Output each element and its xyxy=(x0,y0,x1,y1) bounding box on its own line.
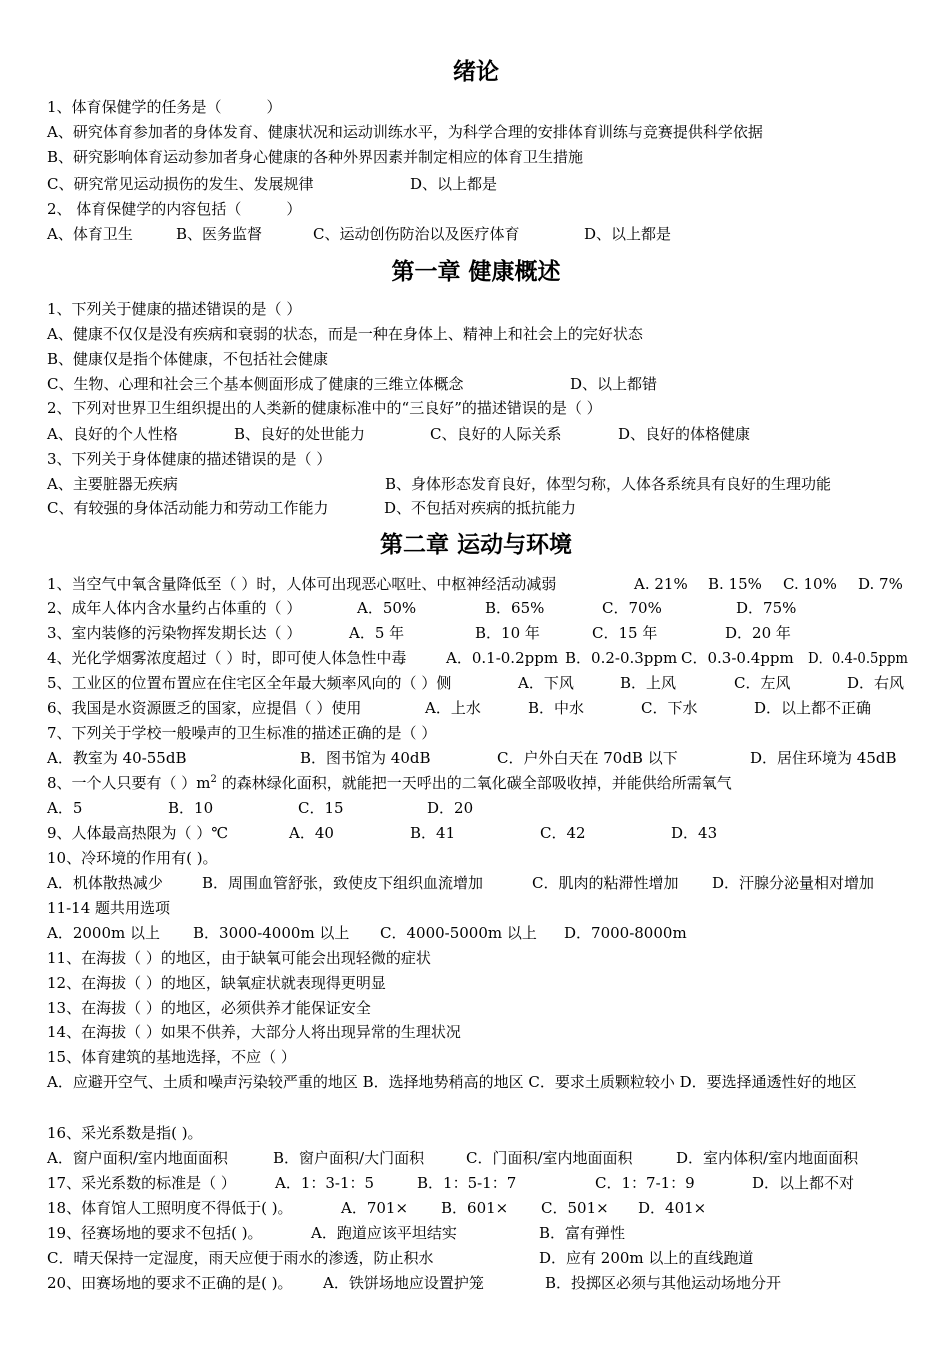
option-c: C. 10% xyxy=(783,575,837,593)
option-b: B．投掷区必须与其他运动场地分开 xyxy=(545,1274,782,1292)
question-15: 15、体育建筑的基地选择，不应（ ） xyxy=(47,1048,296,1066)
option-d: D．以上都不正确 xyxy=(754,699,872,717)
option-a: A、研究体育参加者的身体发育、健康状况和运动训练水平，为科学合理的安排体育训练与竞赛提供科学依据 xyxy=(47,123,763,141)
option-c: C、有较强的身体活动能力和劳动工作能力 xyxy=(47,499,329,517)
option-d: D、良好的体格健康 xyxy=(618,425,751,443)
option-d: D. 7% xyxy=(858,575,903,593)
option-a: A、良好的个人性格 xyxy=(47,425,178,443)
question-19: 19、径赛场地的要求不包括( )。 xyxy=(47,1224,263,1242)
option-b: B．周围血管舒张，致使皮下组织血流增加 xyxy=(202,874,484,892)
option-a: A、主要脏器无疾病 xyxy=(47,475,178,493)
option-b: B．1：5-1：7 xyxy=(417,1174,517,1192)
question-2: 2、成年人体内含水量约占体重的（ ） xyxy=(47,599,302,617)
option-b: B．3000-4000m 以上 xyxy=(193,924,350,942)
option-d: D．右风 xyxy=(847,674,905,692)
question-6: 6、我国是水资源匮乏的国家，应提倡（ ）使用 xyxy=(47,699,362,717)
option-a: A．下风 xyxy=(518,674,574,692)
question-18: 18、体育馆人工照明度不得低于( )。 xyxy=(47,1199,293,1217)
question-1: 1、下列关于健康的描述错误的是（ ） xyxy=(47,300,302,318)
question-8 xyxy=(47,773,732,793)
option-a: A．跑道应该平坦结实 xyxy=(311,1224,457,1242)
option-a: A．上水 xyxy=(425,699,481,717)
option-d: D．0.4-0.5ppm xyxy=(808,649,908,667)
question-8-text-end: 的森林绿化面积，就能把一天呼出的二氧化碳全部吸收掉，并能供给所需氧气 xyxy=(216,774,732,792)
question-1: 1、当空气中氧含量降低至（ ）时，人体可出现恶心呕吐、中枢神经活动减弱 xyxy=(47,575,557,593)
option-c: C、良好的人际关系 xyxy=(430,425,562,443)
option-c: C、生物、心理和社会三个基本侧面形成了健康的三维立体概念 xyxy=(47,375,464,393)
option-d: D．居住环境为 45dB xyxy=(750,749,897,767)
option-b: B．601× xyxy=(441,1199,509,1217)
option-a: A．1：3-1：5 xyxy=(275,1174,375,1192)
option-c: C．15 年 xyxy=(592,624,658,642)
option-b: B．0.2-0.3ppm xyxy=(565,649,678,667)
option-c: C．户外白天在 70dB 以下 xyxy=(497,749,678,767)
option-c: C．0.3-0.4ppm xyxy=(681,649,794,667)
question-15-options: A．应避开空气、土质和噪声污染较严重的地区 B．选择地势稍高的地区 C．要求土质颗粒较小 D．要选择通透性好的地区 xyxy=(47,1073,857,1091)
question-10: 10、冷环境的作用有( )。 xyxy=(47,849,218,867)
option-b: B、健康仅是指个体健康，不包括社会健康 xyxy=(47,350,329,368)
question-13: 13、在海拔（ ）的地区，必须供养才能保证安全 xyxy=(47,999,371,1017)
option-d: D．401× xyxy=(638,1199,707,1217)
option-c: C．15 xyxy=(298,799,344,817)
option-d: D、以上都是 xyxy=(410,175,498,193)
option-c: C．下水 xyxy=(641,699,698,717)
option-a: A．701× xyxy=(341,1199,409,1217)
option-b: B．中水 xyxy=(528,699,585,717)
section-title-chapter-1: 第一章 健康概述 xyxy=(391,259,561,285)
option-c: C．70% xyxy=(602,599,662,617)
question-7: 7、下列关于学校一般噪声的卫生标准的描述正确的是（ ） xyxy=(47,724,437,742)
question-3: 3、室内装修的污染物挥发期长达（ ） xyxy=(47,624,302,642)
option-a: A．铁饼场地应设置护笼 xyxy=(323,1274,484,1292)
option-a: A．窗户面积/室内地面面积 xyxy=(47,1149,228,1167)
option-c: C．1：7-1：9 xyxy=(595,1174,695,1192)
option-a: A．教室为 40-55dB xyxy=(47,749,187,767)
option-b: B、医务监督 xyxy=(176,225,263,243)
option-d: D．75% xyxy=(736,599,797,617)
option-c: C．42 xyxy=(540,824,586,842)
option-b: B．图书馆为 40dB xyxy=(300,749,431,767)
question-11: 11、在海拔（ ）的地区，由于缺氧可能会出现轻微的症状 xyxy=(47,949,431,967)
question-1: 1、体育保健学的任务是（ ） xyxy=(47,98,282,116)
option-a: A．2000m 以上 xyxy=(47,924,160,942)
question-3: 3、下列关于身体健康的描述错误的是（ ） xyxy=(47,450,332,468)
option-d: D、以上都是 xyxy=(584,225,672,243)
option-b: B．10 xyxy=(168,799,214,817)
option-c: C．4000-5000m 以上 xyxy=(380,924,537,942)
option-b: B．富有弹性 xyxy=(539,1224,626,1242)
question-8-text: 8、一个人只要有（ ）m xyxy=(47,774,211,792)
question-9: 9、人体最高热限为（ ）℃ xyxy=(47,824,229,842)
option-d: D、不包括对疾病的抵抗能力 xyxy=(384,499,577,517)
option-a: A．40 xyxy=(289,824,334,842)
option-d: D、以上都错 xyxy=(570,375,658,393)
option-a: A、健康不仅仅是没有疾病和衰弱的状态，而是一种在身体上、精神上和社会上的完好状态 xyxy=(47,325,643,343)
option-d: D．应有 200m 以上的直线跑道 xyxy=(539,1249,754,1267)
option-c: C．肌肉的粘滞性增加 xyxy=(532,874,679,892)
option-a: A．5 年 xyxy=(349,624,405,642)
option-b: B、良好的处世能力 xyxy=(234,425,366,443)
option-d: D．汗腺分泌量相对增加 xyxy=(712,874,875,892)
question-20: 20、田赛场地的要求不正确的是( )。 xyxy=(47,1274,293,1292)
option-a: A、体育卫生 xyxy=(47,225,133,243)
superscript-2: 2 xyxy=(210,774,217,785)
option-a: A．机体散热减少 xyxy=(47,874,163,892)
question-2: 2、 体育保健学的内容包括（ ） xyxy=(47,200,302,218)
option-d: D．20 年 xyxy=(725,624,791,642)
option-b: B．41 xyxy=(410,824,456,842)
option-d: D．室内体积/室内地面面积 xyxy=(676,1149,859,1167)
option-b: B．65% xyxy=(485,599,545,617)
option-b: B．10 年 xyxy=(475,624,540,642)
option-b: B、身体形态发育良好，体型匀称，人体各系统具有良好的生理功能 xyxy=(385,475,832,493)
section-title-intro: 绪论 xyxy=(453,59,499,85)
option-c: C、运动创伤防治以及医疗体育 xyxy=(313,225,520,243)
question-2: 2、下列对世界卫生组织提出的人类新的健康标准中的“三良好”的描述错误的是（ ） xyxy=(47,399,602,417)
shared-options-note: 11-14 题共用选项 xyxy=(47,899,171,917)
question-14: 14、在海拔（ ）如果不供养，大部分人将出现异常的生理状况 xyxy=(47,1023,461,1041)
option-a: A．50% xyxy=(357,599,417,617)
question-17: 17、采光系数的标准是（ ） xyxy=(47,1174,236,1192)
option-d: D．以上都不对 xyxy=(752,1174,855,1192)
question-4: 4、光化学烟雾浓度超过（ ）时，即可使人体急性中毒 xyxy=(47,649,407,667)
question-5: 5、工业区的位置布置应在住宅区全年最大频率风向的（ ）侧 xyxy=(47,674,452,692)
option-d: D．20 xyxy=(427,799,474,817)
option-c: C．门面积/室内地面面积 xyxy=(466,1149,633,1167)
option-b: B. 15% xyxy=(708,575,762,593)
option-b: B．上风 xyxy=(620,674,677,692)
option-c: C．501× xyxy=(541,1199,609,1217)
option-c: C、研究常见运动损伤的发生、发展规律 xyxy=(47,175,314,193)
option-b: B、研究影响体育运动参加者身心健康的各种外界因素并制定相应的体育卫生措施 xyxy=(47,148,584,166)
option-a: A. 21% xyxy=(634,575,688,593)
option-c: C．晴天保持一定湿度，雨天应便于雨水的渗透，防止积水 xyxy=(47,1249,434,1267)
option-c: C．左风 xyxy=(734,674,791,692)
option-d: D．43 xyxy=(671,824,718,842)
question-16: 16、采光系数是指( )。 xyxy=(47,1124,203,1142)
option-a: A．5 xyxy=(47,799,83,817)
option-a: A．0.1-0.2ppm xyxy=(446,649,559,667)
option-d: D．7000-8000m xyxy=(564,924,687,942)
section-title-chapter-2: 第二章 运动与环境 xyxy=(379,532,572,558)
question-12: 12、在海拔（ ）的地区，缺氧症状就表现得更明显 xyxy=(47,974,386,992)
option-b: B．窗户面积/大门面积 xyxy=(273,1149,425,1167)
